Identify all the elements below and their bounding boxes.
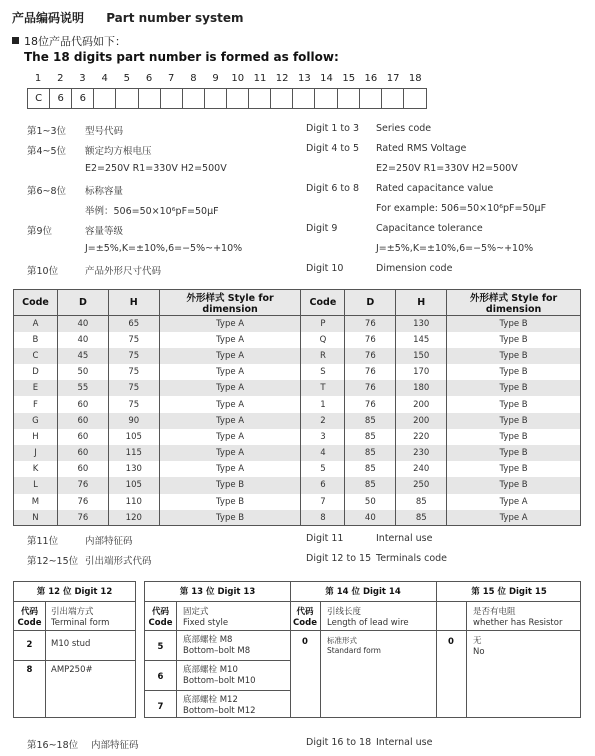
cell-h: 75 xyxy=(108,348,159,364)
desc-digit10-cn-label: 产品外形尺寸代码 xyxy=(85,266,162,277)
cell-code: R xyxy=(301,348,345,364)
cell-d: 76 xyxy=(57,494,108,510)
code-header-en: Code xyxy=(148,618,173,628)
cell-d: 60 xyxy=(57,429,108,445)
divider xyxy=(14,660,135,661)
desc-digit12-cn: 第12~15位 xyxy=(27,556,79,567)
digit-number: 18 xyxy=(408,73,422,84)
digit-box xyxy=(338,89,360,108)
desc-digit4-cn: 第4~5位 xyxy=(27,146,67,157)
desc-digit10-cn: 第10位 xyxy=(27,266,59,277)
table-header-row xyxy=(14,290,581,316)
digit-number: 1 xyxy=(34,73,42,84)
header-code: Code xyxy=(301,290,345,316)
cell-style: Type B xyxy=(447,380,581,396)
cell-style: Type A xyxy=(159,364,301,380)
table-row xyxy=(14,364,581,380)
desc-digit1-cn-label: 型号代码 xyxy=(85,126,124,137)
cell-style: Type A xyxy=(159,429,301,445)
cell-h: 115 xyxy=(108,445,159,461)
cell-code: 5 xyxy=(301,461,345,477)
cell-code: M xyxy=(14,494,58,510)
fixed-style-cn: 底部螺栓 M10 xyxy=(183,665,238,675)
cell-d: 50 xyxy=(57,364,108,380)
desc-digit9-cn: 第9位 xyxy=(27,226,53,237)
subheading xyxy=(12,33,126,49)
desc-digit11-en-label: Internal use xyxy=(376,533,433,544)
column-header-cn: 是否有电阻 xyxy=(473,607,516,617)
fixed-style-en: Bottom–bolt M12 xyxy=(183,706,256,716)
digit-number: 7 xyxy=(168,73,175,84)
digit-number: 4 xyxy=(101,73,108,84)
cell-code: F xyxy=(14,396,58,412)
digit-number: 10 xyxy=(231,73,245,84)
column-header-cn: 固定式 xyxy=(183,607,209,617)
cell-code: C xyxy=(14,348,58,364)
cell-h: 75 xyxy=(108,332,159,348)
code-header-en: Code xyxy=(293,618,317,628)
desc-digit1-en: Digit 1 to 3 xyxy=(306,123,360,134)
digit-number: 13 xyxy=(297,73,311,84)
code-header-cn: 代码 xyxy=(296,607,314,617)
cell-style: Type B xyxy=(447,461,581,477)
cell-style: Type A xyxy=(159,348,301,364)
cell-d: 76 xyxy=(345,316,396,332)
cell-style: Type B xyxy=(159,494,301,510)
cell-d: 76 xyxy=(345,364,396,380)
header-h: H xyxy=(396,290,447,316)
cell-d: 76 xyxy=(345,332,396,348)
divider xyxy=(145,660,290,661)
cell-code: Q xyxy=(301,332,345,348)
desc-digit1-en-label: Series code xyxy=(376,123,432,134)
cell-h: 75 xyxy=(108,396,159,412)
desc-digit6-cn: 第6~8位 xyxy=(27,186,67,197)
desc-digit4-en: Digit 4 to 5 xyxy=(306,143,360,154)
cell-code: 7 xyxy=(301,494,345,510)
header-d: D xyxy=(345,290,396,316)
cell-style: Type A xyxy=(447,510,581,526)
cell-style: Type A xyxy=(159,316,301,332)
digit-box xyxy=(249,89,271,108)
digit14-header: 第 14 位 Digit 14 xyxy=(325,587,401,597)
desc-digit9-en: Digit 9 xyxy=(306,223,338,234)
cell-d: 76 xyxy=(345,348,396,364)
divider xyxy=(466,602,467,717)
divider xyxy=(436,602,437,717)
desc-digit4-en-label: Rated RMS Voltage xyxy=(376,143,467,154)
title-cn: 产品编码说明 xyxy=(12,11,85,25)
desc-digit4-cn-label: 额定均方根电压 xyxy=(85,146,152,157)
part-number-boxes xyxy=(27,88,427,109)
digit-box xyxy=(116,89,138,108)
divider xyxy=(145,690,290,691)
cell-style: Type B xyxy=(447,477,581,493)
cell-h: 200 xyxy=(396,396,447,412)
digit-number: 2 xyxy=(57,73,64,84)
cell-style: Type A xyxy=(159,445,301,461)
desc-digit12-en-label: Terminals code xyxy=(376,553,448,564)
terminal-form-value: AMP250# xyxy=(51,665,93,675)
digit-box: 6 xyxy=(72,89,94,108)
cell-style: Type B xyxy=(447,445,581,461)
fixed-style-cn: 底部螺栓 M8 xyxy=(183,635,233,645)
cell-d: 76 xyxy=(345,396,396,412)
digit15-header: 第 15 位 Digit 15 xyxy=(471,587,547,597)
cell-style: Type B xyxy=(447,348,581,364)
table-row xyxy=(14,429,581,445)
cell-d: 45 xyxy=(57,348,108,364)
cell-h: 200 xyxy=(396,413,447,429)
digit-box xyxy=(183,89,205,108)
desc-digit10-en: Digit 10 xyxy=(306,263,344,274)
table-row xyxy=(14,494,581,510)
desc-tolerance-values-en: J=±5%,K=±10%,6=−5%~+10% xyxy=(376,243,534,254)
desc-digit11-cn: 第11位 xyxy=(27,536,59,547)
cell-h: 65 xyxy=(108,316,159,332)
lead-wire-en: Standard form xyxy=(327,646,381,655)
table-row xyxy=(14,445,581,461)
cell-style: Type A xyxy=(159,332,301,348)
cell-h: 75 xyxy=(108,380,159,396)
cell-style: Type B xyxy=(159,477,301,493)
cell-style: Type B xyxy=(447,364,581,380)
digit-box xyxy=(94,89,116,108)
digit12-table xyxy=(13,581,136,718)
digit-number: 17 xyxy=(386,73,400,84)
bullet-square-icon xyxy=(12,37,19,44)
cell-h: 170 xyxy=(396,364,447,380)
cell-h: 90 xyxy=(108,413,159,429)
digit-box xyxy=(139,89,161,108)
cell-h: 85 xyxy=(396,494,447,510)
cell-h: 220 xyxy=(396,429,447,445)
cell-d: 76 xyxy=(57,477,108,493)
code-value: 7 xyxy=(157,702,164,712)
cell-d: 60 xyxy=(57,461,108,477)
digit-box xyxy=(227,89,249,108)
fixed-style-en: Bottom–bolt M8 xyxy=(183,646,251,656)
lead-wire-cn: 标准形式 xyxy=(327,636,357,645)
cell-code: 1 xyxy=(301,396,345,412)
desc-digit16-en: Digit 16 to 18 xyxy=(306,737,372,748)
desc-digit11-en: Digit 11 xyxy=(306,533,344,544)
cell-code: D xyxy=(14,364,58,380)
desc-voltage-values-cn: E2=250V R1=330V H2=500V xyxy=(85,163,227,174)
cell-code: K xyxy=(14,461,58,477)
digit-numbers xyxy=(27,73,427,84)
cell-h: 130 xyxy=(396,316,447,332)
digit-box: 6 xyxy=(50,89,72,108)
desc-digit9-cn-label: 容量等级 xyxy=(85,226,124,237)
digit-number: 9 xyxy=(212,73,219,84)
resistor-cn: 无 xyxy=(473,636,482,646)
cell-style: Type A xyxy=(159,461,301,477)
code-header-en: Code xyxy=(17,618,42,628)
desc-capacitance-example-en: For example: 506=50×10⁶pF=50μF xyxy=(376,203,547,214)
desc-digit16-cn-label: 内部特征码 xyxy=(91,740,139,751)
digit-box: C xyxy=(28,89,50,108)
column-header-en: Fixed style xyxy=(183,618,229,628)
cell-d: 40 xyxy=(57,316,108,332)
cell-code: 8 xyxy=(301,510,345,526)
cell-style: Type B xyxy=(447,316,581,332)
cell-style: Type A xyxy=(159,413,301,429)
cell-h: 250 xyxy=(396,477,447,493)
cell-code: S xyxy=(301,364,345,380)
cell-d: 55 xyxy=(57,380,108,396)
divider xyxy=(320,602,321,717)
formed-heading: The 18 digits part number is formed as follow: xyxy=(24,50,339,64)
table-row xyxy=(14,413,581,429)
title-en: Part number system xyxy=(106,11,244,25)
desc-tolerance-values-cn: J=±5%,K=±10%,6=−5%~+10% xyxy=(85,243,243,254)
digit-box xyxy=(315,89,337,108)
column-header-cn: 引出端方式 xyxy=(51,607,94,617)
digit-box xyxy=(382,89,404,108)
digit-number: 14 xyxy=(320,73,333,84)
cell-d: 85 xyxy=(345,477,396,493)
table-row xyxy=(14,461,581,477)
digit-number: 3 xyxy=(79,73,86,84)
cell-d: 76 xyxy=(57,510,108,526)
desc-digit6-en: Digit 6 to 8 xyxy=(306,183,360,194)
header-h: H xyxy=(108,290,159,316)
cell-code: 6 xyxy=(301,477,345,493)
cell-code: J xyxy=(14,445,58,461)
digit-box xyxy=(360,89,382,108)
desc-capacitance-example-cn: 举例：506=50×10⁶pF=50μF xyxy=(85,206,219,217)
cell-h: 230 xyxy=(396,445,447,461)
column-header-en: whether has Resistor xyxy=(473,618,563,628)
cell-code: 2 xyxy=(301,413,345,429)
cell-h: 120 xyxy=(108,510,159,526)
digit13-15-table xyxy=(144,581,581,718)
digit12-header: 第 12 位 Digit 12 xyxy=(14,582,135,602)
divider xyxy=(14,630,135,631)
cell-style: Type B xyxy=(159,510,301,526)
terminal-form-value: M10 stud xyxy=(51,639,91,649)
table-row xyxy=(14,332,581,348)
desc-digit6-en-label: Rated capacitance value xyxy=(376,183,494,194)
desc-digit11-cn-label: 内部特征码 xyxy=(85,536,133,547)
column-header-en: Length of lead wire xyxy=(327,618,409,628)
page-title xyxy=(12,9,262,26)
cell-code: E xyxy=(14,380,58,396)
digit-number: 12 xyxy=(275,73,289,84)
cell-style: Type B xyxy=(447,413,581,429)
digit-number: 5 xyxy=(123,73,131,84)
column-header-en: Terminal form xyxy=(51,618,110,628)
digit-box xyxy=(271,89,293,108)
divider xyxy=(145,630,580,631)
cell-code: 4 xyxy=(301,445,345,461)
digit-number: 15 xyxy=(342,73,356,84)
cell-d: 85 xyxy=(345,413,396,429)
cell-h: 145 xyxy=(396,332,447,348)
table-row xyxy=(14,380,581,396)
code-value: 5 xyxy=(157,642,164,652)
table-row xyxy=(14,348,581,364)
cell-style: Type B xyxy=(447,332,581,348)
divider xyxy=(290,582,291,602)
cell-d: 40 xyxy=(345,510,396,526)
desc-digit12-en: Digit 12 to 15 xyxy=(306,553,372,564)
desc-voltage-values-en: E2=250V R1=330V H2=500V xyxy=(376,163,518,174)
digit-box xyxy=(205,89,227,108)
cell-code: G xyxy=(14,413,58,429)
cell-d: 60 xyxy=(57,413,108,429)
cell-h: 180 xyxy=(396,380,447,396)
cell-h: 105 xyxy=(108,477,159,493)
desc-digit16-en-label: Internal use xyxy=(376,737,433,748)
desc-digit12-cn-label: 引出端形式代码 xyxy=(85,556,152,567)
cell-d: 76 xyxy=(345,380,396,396)
cell-style: Type B xyxy=(447,396,581,412)
resistor-en: No xyxy=(473,647,485,657)
digit13-header: 第 13 位 Digit 13 xyxy=(179,587,256,597)
fixed-style-cn: 底部螺栓 M12 xyxy=(183,695,238,705)
header-style: 外形样式 Style for dimension xyxy=(447,290,581,316)
dimension-table xyxy=(13,289,581,526)
cell-d: 85 xyxy=(345,445,396,461)
cell-code: B xyxy=(14,332,58,348)
code-value: 8 xyxy=(26,665,33,675)
cell-code: A xyxy=(14,316,58,332)
header-code: Code xyxy=(14,290,58,316)
cell-d: 60 xyxy=(57,445,108,461)
cell-style: Type A xyxy=(159,380,301,396)
cell-d: 40 xyxy=(57,332,108,348)
cell-h: 240 xyxy=(396,461,447,477)
cell-code: N xyxy=(14,510,58,526)
cell-h: 150 xyxy=(396,348,447,364)
cell-style: Type A xyxy=(447,494,581,510)
cell-code: 3 xyxy=(301,429,345,445)
code-header-cn: 代码 xyxy=(151,607,169,617)
desc-digit6-cn-label: 标称容量 xyxy=(85,186,124,197)
digit-box xyxy=(404,89,426,108)
desc-digit9-en-label: Capacitance tolerance xyxy=(376,223,483,234)
cell-d: 50 xyxy=(345,494,396,510)
cell-code: L xyxy=(14,477,58,493)
desc-digit16-cn: 第16~18位 xyxy=(27,740,79,751)
desc-digit10-en-label: Dimension code xyxy=(376,263,453,274)
code-value: 2 xyxy=(26,640,33,650)
digit-number: 6 xyxy=(145,73,153,84)
cell-d: 60 xyxy=(57,396,108,412)
digit-number: 11 xyxy=(253,73,267,84)
header-style: 外形样式 Style for dimension xyxy=(159,290,301,316)
fixed-style-en: Bottom–bolt M10 xyxy=(183,676,256,686)
cell-h: 105 xyxy=(108,429,159,445)
cell-h: 130 xyxy=(108,461,159,477)
cell-h: 85 xyxy=(396,510,447,526)
cell-style: Type B xyxy=(447,429,581,445)
cell-code: P xyxy=(301,316,345,332)
code-value: 0 xyxy=(448,637,454,647)
cell-code: T xyxy=(301,380,345,396)
digit-number: 8 xyxy=(190,73,197,84)
table-row xyxy=(14,510,581,526)
table-row xyxy=(14,396,581,412)
cell-d: 85 xyxy=(345,429,396,445)
cell-code: H xyxy=(14,429,58,445)
cell-style: Type A xyxy=(159,396,301,412)
code-value: 6 xyxy=(157,672,164,682)
column-header-cn: 引线长度 xyxy=(327,607,362,617)
code-value: 0 xyxy=(302,637,308,647)
digit-number: 16 xyxy=(364,73,378,84)
digit-box xyxy=(293,89,315,108)
header-d: D xyxy=(57,290,108,316)
cell-h: 75 xyxy=(108,364,159,380)
cell-d: 85 xyxy=(345,461,396,477)
desc-digit1-cn: 第1~3位 xyxy=(27,126,67,137)
subheading-text: 18位产品代码如下： xyxy=(24,35,126,48)
table-row xyxy=(14,477,581,493)
code-header-cn: 代码 xyxy=(20,607,38,617)
cell-h: 110 xyxy=(108,494,159,510)
digit-box xyxy=(161,89,183,108)
divider xyxy=(436,582,437,602)
table-row xyxy=(14,316,581,332)
